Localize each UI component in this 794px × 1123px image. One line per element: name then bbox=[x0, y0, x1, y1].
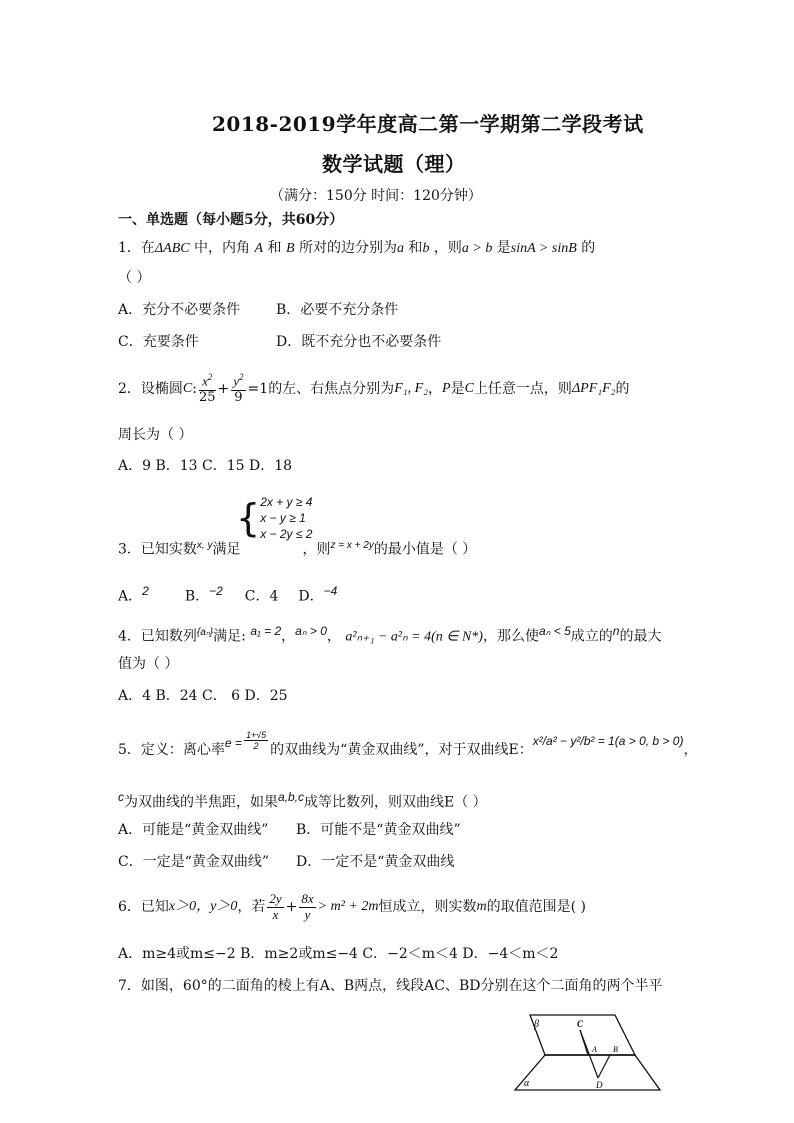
label-beta: β bbox=[534, 1019, 539, 1030]
dihedral-angle-figure bbox=[510, 1010, 680, 1100]
q3-options[interactable]: A．$^2$ B．$^{-2}$ C．4 D．$^{-4}$ bbox=[118, 584, 338, 605]
q2-options[interactable]: A．9 B．13 C．15 D．18 bbox=[118, 458, 293, 474]
ellipse-x-fraction: $\frac{x^2}{25}$ bbox=[198, 372, 216, 405]
question-1-stem: 1．在ΔABC 中，内角 A 和 B 所对的边分别为a 和b ，则a > b 是sinA > sinB 的 bbox=[118, 240, 596, 256]
exam-info: （满分：150分 时间：120分钟） bbox=[270, 188, 482, 204]
question-2-stem: 2．设椭圆 C : $\frac{x^2}{25}$ + $\frac{y^2}{9}$ =1 的左、右焦点分别为 F₁, F₂ ， P 是 C 上任意一点，则 ΔPF₁F₂ 的 bbox=[118, 372, 630, 405]
label-a: A bbox=[592, 1045, 597, 1054]
question-6-stem: 6．已知 x＞0，y＞0 ，若 $\frac{2y}{x}$ + $\frac{8x}{y}$ > m² + 2m 恒成立，则实数 m 的取值范围是( ) bbox=[118, 890, 586, 922]
question-2-line2: 周长为（ ） bbox=[118, 427, 193, 443]
label-b: B bbox=[613, 1045, 618, 1054]
system-brace: { bbox=[236, 496, 261, 540]
label-d: D bbox=[596, 1080, 603, 1090]
label-c: C bbox=[577, 1019, 584, 1029]
constraint-system: { 2x + y ≥ 4 x − y ≥ 1 x − 2y ≤ 2 bbox=[236, 495, 313, 541]
question-7-stem: 7．如图，60°的二面角的棱上有A、B两点，线段AC、BD分别在这个二面角的两个半平 bbox=[118, 978, 663, 994]
q1-option-c[interactable]: C．充要条件 bbox=[118, 334, 199, 350]
question-3-stem: 3．已知实数$^{x, y}$满足 ，则$^{z = x + 2y}$的最小值是（ ） bbox=[118, 540, 477, 558]
q5-option-c[interactable]: C．一定是“黄金双曲线” bbox=[118, 854, 270, 870]
question-4-stem: 4．已知数列$^{\{a_n\}}$满足: $^{a_1 = 2}$，$^{a_n > 0}$， a²ₙ₊₁ − a²ₙ = 4(n ∈ N*)，那么使$^{a_n < 5}$成立的$^n$的最大 bbox=[118, 624, 662, 645]
question-5-line2: $^c$为双曲线的半焦距，如果$^{a,b,c}$成等比数列，则双曲线E（ ） bbox=[118, 790, 487, 811]
fraction-2y-x: $\frac{2y}{x}$ bbox=[269, 890, 282, 922]
question-1-blank: （ ） bbox=[118, 270, 151, 286]
ellipse-y-fraction: $\frac{y^2}{9}$ bbox=[233, 372, 244, 405]
question-4-line2: 值为（ ） bbox=[118, 656, 179, 672]
golden-ratio-fraction: $\frac{1+√5}{2}$ bbox=[245, 730, 267, 752]
q5-option-a[interactable]: A．可能是“黄金双曲线” bbox=[118, 822, 269, 838]
q4-options[interactable]: A．4 B．24 C． 6 D．25 bbox=[118, 688, 288, 704]
plane-alpha bbox=[515, 1055, 660, 1090]
q6-options[interactable]: A．m≥4或m≤−2 B．m≥2或m≤−4 C．−2＜m＜4 D．−4＜m＜2 bbox=[118, 946, 559, 962]
section-heading: 一、单选题（每小题5分，共60分） bbox=[118, 212, 344, 228]
q1-option-a[interactable]: A．充分不必要条件 bbox=[118, 302, 241, 318]
exam-subtitle: 数学试题（理） bbox=[322, 152, 466, 176]
fraction-8x-y: $\frac{8x}{y}$ bbox=[301, 890, 314, 922]
label-alpha: α bbox=[524, 1078, 530, 1089]
question-5-stem: 5．定义：离心率 e = $\frac{1+√5}{2}$ 的双曲线为“黄金双曲线”，对于双曲线E： x²/a² − y²/b² = 1(a > 0, b > 0) ， bbox=[118, 730, 698, 759]
q1-option-d[interactable]: D．既不充分也不必要条件 bbox=[276, 334, 442, 350]
exam-title: 2018-2019学年度高二第一学期第二学段考试 bbox=[212, 112, 644, 136]
q5-option-d[interactable]: D．一定不是“黄金双曲线 bbox=[296, 854, 455, 870]
q5-option-b[interactable]: B．可能不是“黄金双曲线” bbox=[296, 822, 461, 838]
q1-option-b[interactable]: B．必要不充分条件 bbox=[276, 302, 399, 318]
segment-bd bbox=[598, 1055, 610, 1078]
segment-cd bbox=[580, 1030, 598, 1078]
